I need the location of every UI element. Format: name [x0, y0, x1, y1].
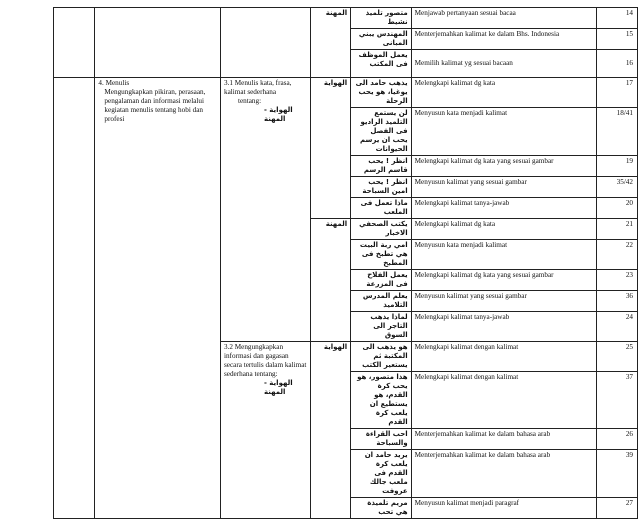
item-number-cell: 17 [596, 78, 637, 108]
sk-cell [95, 78, 221, 519]
item-number-cell: 24 [596, 312, 637, 342]
arabic-cell: احب القراءة والسباحة [351, 429, 412, 450]
indicator-cell: Melengkapi kalimat tanya-jawab [411, 198, 596, 219]
arabic-cell: يريد حامد ان يلعب كرة القدم فى ملعب جالك عروفت [351, 450, 412, 498]
col-sk-cell [95, 8, 221, 78]
tema-cell: الهواية [310, 342, 350, 519]
arabic-cell: انظر ! يحب قاسم الرسم [351, 156, 412, 177]
arabic-cell: يعلم المدرس التلاميذ [351, 291, 412, 312]
arabic-cell: يذهب حامد الى يوغيا، هو يحب الرحلة [351, 78, 412, 108]
table-row [54, 8, 638, 29]
tema-cell: المهنة [310, 219, 350, 342]
item-number-cell: 18/41 [596, 108, 637, 156]
indicator-cell: Melengkapi kalimat dg kata [411, 219, 596, 240]
indicator-cell: Menterjemahkan kalimat ke dalam bahasa arab [411, 450, 596, 498]
indicator-cell: Melengkapi kalimat dg kata yang sesuai gambar [411, 270, 596, 291]
item-number-cell: 26 [596, 429, 637, 450]
arabic-cell: انظر ! يحب امين السباحة [351, 177, 412, 198]
item-number-cell: 25 [596, 342, 637, 372]
indicator-cell: Melengkapi kalimat tanya-jawab [411, 312, 596, 342]
indicator-cell: Melengkapi kalimat dengan kalimat [411, 342, 596, 372]
indicator-cell: Menyusun kalimat yang sesuai gambar [411, 177, 596, 198]
item-number-cell: 36 [596, 291, 637, 312]
indicator-cell: Melengkapi kalimat dengan kalimat [411, 372, 596, 429]
col-no-cell [54, 8, 95, 78]
item-number-cell: 23 [596, 270, 637, 291]
sk-title: 4. Menulis [98, 79, 130, 87]
table-row [54, 78, 638, 108]
item-number-cell: 39 [596, 450, 637, 498]
arabic-cell: لماذا يذهب التاجر الى السوق [351, 312, 412, 342]
indicator-cell: Melengkapi kalimat dg kata yang sesuai gambar [411, 156, 596, 177]
indicator-cell: Menyusun kalimat menjadi paragraf [411, 498, 596, 519]
kisi-kisi-table [53, 7, 638, 519]
item-number-cell: 14 [596, 8, 637, 29]
kd-3-1-text: 3.1 Menulis kata, frasa, kalimat sederhana [223, 79, 292, 96]
item-number-cell: 20 [596, 198, 637, 219]
document-page [53, 7, 638, 519]
item-number-cell: 19 [596, 156, 637, 177]
indicator-cell: Menterjemahkan kalimat ke dalam bahasa arab [411, 429, 596, 450]
item-number-cell: 15 [596, 29, 637, 50]
arabic-cell: لن يستمع التلميذ الراديو فى الفصل يحب ان يرسم الحيوانات [351, 108, 412, 156]
item-number-cell: 37 [596, 372, 637, 429]
indicator-cell: Memilih kalimat yg sesuai bacaan [411, 50, 596, 78]
arabic-cell: هو يذهب الى المكتبة ثم يستعير الكتب [351, 342, 412, 372]
kd-3-1-tentang: tentang: [237, 97, 262, 105]
kd-3-2-tema: الهواية - المهنة [263, 379, 293, 396]
arabic-cell: يعمل الموظف فى المكتب [351, 50, 412, 78]
item-number-cell: 22 [596, 240, 637, 270]
sk-description: Mengungkapkan pikiran, perasaan, pengalaman dan informasi melalui kegiatan menulis tentang hobi dan profesi [104, 88, 206, 123]
indicator-cell: Menyusun kata menjadi kalimat [411, 240, 596, 270]
arabic-cell: المهندس يبني المبانى [351, 29, 412, 50]
arabic-cell: مريم تلميذة هي تحب [351, 498, 412, 519]
item-number-cell: 35/42 [596, 177, 637, 198]
indicator-cell: Melengkapi kalimat dg kata [411, 78, 596, 108]
indicator-cell: Menterjemahkan kalimat ke dalam Bhs. Indonesia [411, 29, 596, 50]
col-kd-cell [220, 8, 310, 78]
kd-3-2-text: 3.2 Mengungkapkan informasi dan gagasan secara tertulis dalam kalimat sederhana tentang: [223, 343, 307, 378]
indicator-cell: Menyusun kalimat yang sesuai gambar [411, 291, 596, 312]
tema-cell: المهنة [310, 8, 350, 78]
arabic-cell: يكتب الصحفي الاخبار [351, 219, 412, 240]
indicator-cell: Menyusun kata menjadi kalimat [411, 108, 596, 156]
arabic-cell: يعمل الفلاح فى المزرعة [351, 270, 412, 291]
arabic-cell: ماذا تعمل فى الملعب [351, 198, 412, 219]
indicator-cell: Menjawab pertanyaan sesuai bacaa [411, 8, 596, 29]
arabic-cell: امي ربة البيت هي تطبخ فى المطبخ [351, 240, 412, 270]
col-no-cell [54, 78, 95, 519]
kd-3-1-tema: الهواية - المهنة [263, 106, 293, 123]
kd-cell [220, 342, 310, 519]
kd-cell [220, 78, 310, 342]
item-number-cell: 21 [596, 219, 637, 240]
item-number-cell: 27 [596, 498, 637, 519]
item-number-cell: 16 [596, 50, 637, 78]
arabic-cell: هذا متصور، هو يحب كرة القدم، هو يستطيع ان يلعب كرة القدم [351, 372, 412, 429]
tema-cell: الهواية [310, 78, 350, 219]
arabic-cell: متصور تلميذ نشيط [351, 8, 412, 29]
